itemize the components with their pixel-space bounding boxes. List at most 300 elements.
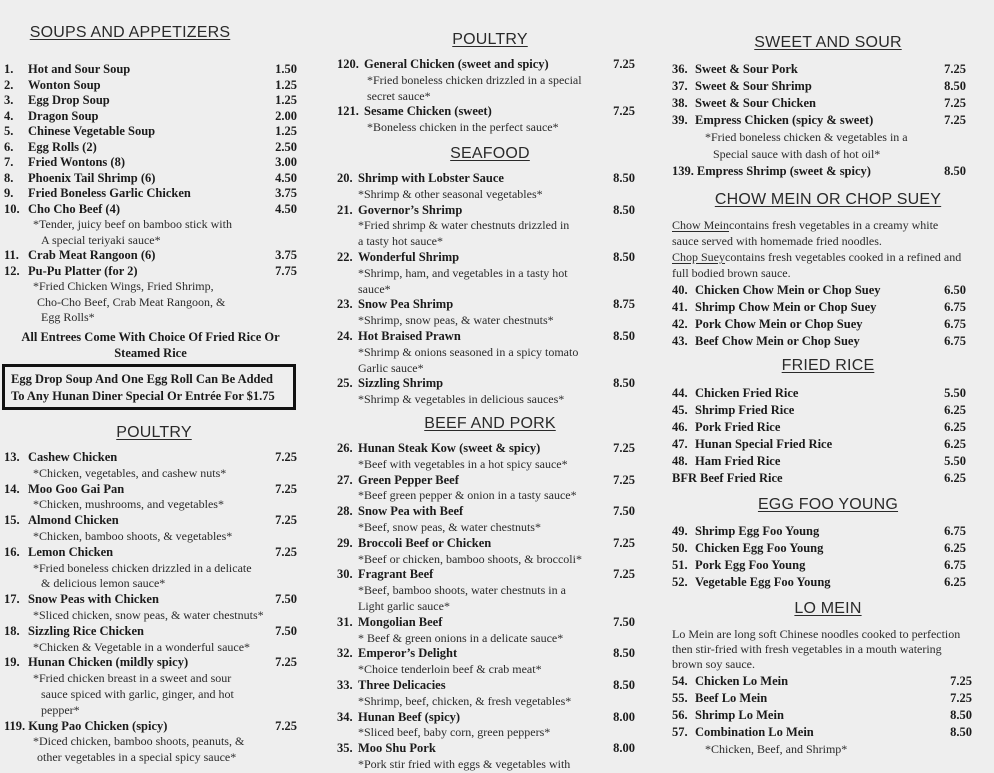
item-price: 8.00 xyxy=(613,709,635,724)
item-description: *Shrimp & onions seasoned in a spicy tomato xyxy=(358,344,579,359)
item-name: Three Delicacies xyxy=(358,677,446,692)
item-name: Chicken Fried Rice xyxy=(695,386,799,400)
item-name: Chicken Lo Mein xyxy=(695,674,789,688)
item-name: Wonton Soup xyxy=(28,77,101,92)
item-name: Snow Peas with Chicken xyxy=(28,592,159,607)
item-price: 7.50 xyxy=(613,504,635,519)
menu-item[interactable] xyxy=(337,104,635,120)
menu-item[interactable] xyxy=(337,741,635,757)
menu-item[interactable] xyxy=(337,376,635,392)
item-price: 7.50 xyxy=(275,592,297,607)
item-number: 56. xyxy=(672,708,688,722)
item-price: 8.50 xyxy=(613,202,635,217)
intro-lead: Chop Suey xyxy=(672,250,726,264)
menu-item[interactable] xyxy=(337,329,635,345)
item-number: 57. xyxy=(672,725,688,739)
item-number: 34. xyxy=(337,709,353,724)
item-price: 7.25 xyxy=(944,113,966,127)
item-number: 16. xyxy=(4,544,20,559)
offer-line: To Any Hunan Diner Special Or Entrée For $1.75 xyxy=(11,389,275,403)
section-title-friedrice: FRIED RICE xyxy=(781,357,875,374)
menu-item[interactable] xyxy=(4,171,297,187)
menu-item[interactable] xyxy=(4,155,297,171)
item-price: 6.75 xyxy=(944,334,966,348)
item-price: 7.25 xyxy=(613,57,635,71)
item-name: Sizzling Shrimp xyxy=(358,376,444,391)
item-number: 37. xyxy=(672,79,688,93)
item-price: 3.75 xyxy=(275,186,297,200)
item-number: 35. xyxy=(337,741,353,756)
item-name: Emperor’s Delight xyxy=(358,646,458,661)
item-price: 7.25 xyxy=(275,655,297,670)
item-number: 44. xyxy=(672,386,688,400)
item-number: 21. xyxy=(337,202,353,217)
item-price: 7.50 xyxy=(613,614,635,629)
item-description: *Shrimp & other seasonal vegetables* xyxy=(358,186,543,201)
menu-item[interactable] xyxy=(4,513,297,529)
item-number: 20. xyxy=(337,171,353,185)
item-price: 7.75 xyxy=(275,263,297,278)
item-price: 7.25 xyxy=(613,535,635,550)
item-name: Lemon Chicken xyxy=(28,544,114,559)
item-price: 7.25 xyxy=(613,104,635,119)
item-number: 30. xyxy=(337,567,353,582)
menu-item[interactable] xyxy=(4,264,297,280)
item-number: 8. xyxy=(4,170,14,185)
item-name: Shrimp Fried Rice xyxy=(695,403,795,417)
item-price: 8.50 xyxy=(944,164,966,178)
item-description: Cho-Cho Beef, Crab Meat Rangoon, & xyxy=(37,294,226,309)
item-price: 2.50 xyxy=(275,139,297,154)
item-description: a tasty hot sauce* xyxy=(358,234,443,249)
item-number: 13. xyxy=(4,450,20,464)
item-description: *Beef or chicken, bamboo shoots, & broccoli* xyxy=(358,551,582,566)
item-price: 6.50 xyxy=(944,283,966,297)
item-name: Hot and Sour Soup xyxy=(28,62,131,76)
menu-item[interactable] xyxy=(337,710,635,726)
item-price: 7.25 xyxy=(944,62,966,76)
item-number: 39. xyxy=(672,113,688,127)
item-description: Light garlic sauce* xyxy=(358,598,450,613)
item-number: 121. xyxy=(337,104,359,119)
item-description: *Shrimp & vegetables in delicious sauces* xyxy=(358,392,565,407)
item-price: 8.50 xyxy=(613,677,635,692)
item-name: Crab Meat Rangoon (6) xyxy=(28,248,156,262)
item-price: 3.75 xyxy=(275,248,297,262)
menu-item[interactable] xyxy=(4,624,297,640)
item-name: Pork Fried Rice xyxy=(695,420,781,434)
menu-list-eggfoo xyxy=(672,523,966,591)
intro-text: then stir-fried with fresh vegetables in a mouth watering xyxy=(672,642,942,656)
item-description: *Fried boneless chicken & vegetables in a xyxy=(705,130,908,144)
menu-item[interactable] xyxy=(4,109,297,125)
item-description: & delicious lemon sauce* xyxy=(41,576,166,591)
menu-item[interactable] xyxy=(4,93,297,109)
item-number: 23. xyxy=(337,297,353,312)
item-price: 8.50 xyxy=(613,376,635,391)
item-price: 1.25 xyxy=(275,124,297,138)
item-number: 9. xyxy=(4,186,14,200)
item-price: 8.50 xyxy=(613,646,635,661)
item-name: Wonderful Shrimp xyxy=(358,249,460,264)
item-name: Mongolian Beef xyxy=(358,614,443,629)
item-name: Shrimp Egg Foo Young xyxy=(695,524,820,538)
section-intro-line xyxy=(672,642,942,657)
item-name: Broccoli Beef or Chicken xyxy=(358,535,492,550)
menu-item[interactable] xyxy=(672,724,972,741)
item-number: 3. xyxy=(4,93,14,107)
item-name: Beef Fried Rice xyxy=(700,471,783,485)
menu-item[interactable] xyxy=(337,536,635,552)
section-intro-line xyxy=(672,234,882,249)
menu-list-poultry2 xyxy=(337,57,635,136)
menu-item[interactable] xyxy=(672,163,966,180)
item-price: 1.50 xyxy=(275,62,297,76)
menu-item[interactable] xyxy=(337,297,635,313)
menu-item[interactable] xyxy=(4,124,297,140)
item-description: *Sliced chicken, snow peas, & water chestnuts* xyxy=(33,607,264,622)
section-intro-line xyxy=(672,250,961,265)
intro-text: contains fresh vegetables cooked in a refined and xyxy=(725,250,962,264)
menu-list-friedrice xyxy=(672,385,966,487)
item-number: 43. xyxy=(672,334,688,348)
menu-item[interactable] xyxy=(4,202,297,218)
item-number: 52. xyxy=(672,575,688,589)
item-name: Cho Cho Beef (4) xyxy=(28,201,121,216)
section-title-eggfoo: EGG FOO YOUNG xyxy=(757,496,899,513)
item-price: 6.75 xyxy=(944,300,966,314)
item-name: Sweet & Sour Chicken xyxy=(695,96,816,110)
item-name: Moo Goo Gai Pan xyxy=(28,481,125,496)
menu-item[interactable] xyxy=(672,385,966,402)
menu-item[interactable] xyxy=(337,203,635,219)
section-intro-line xyxy=(672,218,938,233)
menu-item[interactable] xyxy=(672,690,972,707)
item-number: 36. xyxy=(672,62,688,76)
item-name: Sweet & Sour Shrimp xyxy=(695,79,812,93)
menu-list-lomein xyxy=(672,673,972,758)
item-number: 24. xyxy=(337,328,353,343)
item-name: Moo Shu Pork xyxy=(358,741,436,756)
section-title-sweetsour: SWEET AND SOUR xyxy=(754,34,902,51)
item-number: 4. xyxy=(4,108,14,123)
menu-list-soups xyxy=(4,62,297,326)
item-number: 11. xyxy=(4,248,19,262)
item-number: 5. xyxy=(4,124,14,138)
item-number: 12. xyxy=(4,263,20,278)
item-price: 7.25 xyxy=(613,567,635,582)
item-price: 8.50 xyxy=(950,708,972,722)
item-number: 19. xyxy=(4,655,20,670)
menu-list-sweetsour xyxy=(672,61,966,180)
rice-note: Steamed Rice xyxy=(114,346,187,360)
item-name: Hunan Steak Kow (sweet & spicy) xyxy=(358,441,541,455)
intro-text: Lo Mein are long soft Chinese noodles cooked to perfection xyxy=(672,627,961,641)
item-price: 7.25 xyxy=(275,513,297,528)
item-name: Ham Fried Rice xyxy=(695,454,781,468)
item-description: *Tender, juicy beef on bamboo stick with xyxy=(33,217,232,231)
item-description: *Chicken, bamboo shoots, & vegetables* xyxy=(33,528,233,543)
menu-item[interactable] xyxy=(672,333,966,350)
item-number: 1. xyxy=(4,62,14,76)
item-description: A special teriyaki sauce* xyxy=(41,232,161,247)
menu-item[interactable] xyxy=(672,436,966,453)
menu-item[interactable] xyxy=(4,655,297,671)
menu-item[interactable] xyxy=(337,473,635,489)
item-name: Combination Lo Mein xyxy=(695,725,814,739)
item-name: Empress Shrimp (sweet & spicy) xyxy=(696,164,871,178)
item-name: Chinese Vegetable Soup xyxy=(28,124,156,138)
menu-item[interactable] xyxy=(672,470,966,487)
menu-item[interactable] xyxy=(4,545,297,561)
offer-line: Egg Drop Soup And One Egg Roll Can Be Added xyxy=(11,372,273,386)
item-name: Pu-Pu Platter (for 2) xyxy=(28,263,138,278)
item-number: 139. xyxy=(672,164,694,178)
menu-item[interactable] xyxy=(672,282,966,299)
item-number: 25. xyxy=(337,376,353,391)
item-number: 40. xyxy=(672,283,688,297)
item-number: 10. xyxy=(4,201,20,216)
item-description: *Beef with vegetables in a hot spicy sauce* xyxy=(358,456,568,471)
item-description: secret sauce* xyxy=(367,88,431,103)
item-price: 8.50 xyxy=(613,249,635,264)
item-number: 120. xyxy=(337,57,359,71)
item-description: *Fried boneless chicken drizzled in a delicate xyxy=(33,560,252,575)
item-number: 46. xyxy=(672,420,688,434)
item-number: 2. xyxy=(4,77,14,92)
item-price: 5.50 xyxy=(944,386,966,400)
menu-item[interactable] xyxy=(4,482,297,498)
item-number: 22. xyxy=(337,249,353,264)
section-title-beef: BEEF AND PORK xyxy=(424,415,556,432)
item-name: Sweet & Sour Pork xyxy=(695,62,798,76)
item-number: 14. xyxy=(4,481,20,496)
item-description: *Beef, bamboo shoots, water chestnuts in a xyxy=(358,583,566,598)
section-title-poultry2: POULTRY xyxy=(452,31,528,48)
menu-item[interactable] xyxy=(337,567,635,583)
intro-text: full bodied brown sauce. xyxy=(672,266,791,280)
item-description: Egg Rolls* xyxy=(41,310,95,324)
item-price: 8.50 xyxy=(613,328,635,343)
item-price: 7.25 xyxy=(275,544,297,559)
menu-item[interactable] xyxy=(4,592,297,608)
item-price: 6.25 xyxy=(944,541,966,555)
item-number: 47. xyxy=(672,437,688,451)
menu-item[interactable] xyxy=(337,646,635,662)
item-name: Snow Pea Shrimp xyxy=(358,297,454,312)
menu-item[interactable] xyxy=(337,171,635,187)
menu-item[interactable] xyxy=(672,402,966,419)
menu-item[interactable] xyxy=(672,61,966,78)
item-price: 7.25 xyxy=(950,691,972,705)
menu-item[interactable] xyxy=(672,95,966,112)
item-description: Garlic sauce* xyxy=(358,360,424,375)
item-number: 48. xyxy=(672,454,688,468)
section-intro-line xyxy=(672,657,755,672)
item-number: 51. xyxy=(672,558,688,572)
item-name: Sesame Chicken (sweet) xyxy=(364,104,492,119)
item-price: 7.25 xyxy=(275,718,297,733)
item-number: 42. xyxy=(672,317,688,331)
item-description: *Beef, snow peas, & water chestnuts* xyxy=(358,519,541,534)
item-name: Fried Boneless Garlic Chicken xyxy=(28,186,191,200)
item-number: 27. xyxy=(337,472,353,487)
menu-item[interactable] xyxy=(672,574,966,591)
item-name: Kung Pao Chicken (spicy) xyxy=(28,718,168,733)
section-title-soups: SOUPS AND APPETIZERS xyxy=(29,24,231,41)
item-number: 17. xyxy=(4,592,20,607)
item-name: Shrimp with Lobster Sauce xyxy=(358,171,504,185)
item-number: 38. xyxy=(672,96,688,110)
item-name: Empress Chicken (spicy & sweet) xyxy=(695,113,874,127)
item-price: 7.25 xyxy=(944,96,966,110)
item-name: Chicken Chow Mein or Chop Suey xyxy=(695,283,881,297)
item-description: *Shrimp, beef, chicken, & fresh vegetables* xyxy=(358,693,572,708)
menu-item[interactable] xyxy=(4,78,297,94)
item-name: Beef Lo Mein xyxy=(695,691,768,705)
section-intro-line xyxy=(672,627,960,642)
item-price: 5.50 xyxy=(944,454,966,468)
section-intro-line xyxy=(672,266,791,281)
item-price: 8.50 xyxy=(950,725,972,739)
menu-item[interactable] xyxy=(4,719,297,735)
menu-list-chowmein xyxy=(672,282,966,350)
item-name: Hot Braised Prawn xyxy=(358,328,461,343)
item-description: *Diced chicken, bamboo shoots, peanuts, & xyxy=(33,734,245,749)
menu-item[interactable] xyxy=(672,316,966,333)
item-price: 7.25 xyxy=(613,441,635,455)
menu-item[interactable] xyxy=(4,186,297,202)
item-price: 6.75 xyxy=(944,524,966,538)
item-description: Special sauce with dash of hot oil* xyxy=(713,147,881,161)
item-description: *Boneless chicken in the perfect sauce* xyxy=(367,120,559,135)
item-name: General Chicken (sweet and spicy) xyxy=(364,57,549,71)
item-name: Phoenix Tail Shrimp (6) xyxy=(28,170,156,185)
item-number: 28. xyxy=(337,504,353,519)
menu-list-seafood xyxy=(337,171,635,408)
menu-item[interactable] xyxy=(672,523,966,540)
item-number: 32. xyxy=(337,646,353,661)
item-description: *Shrimp, ham, and vegetables in a tasty hot xyxy=(358,265,568,280)
item-price: 8.75 xyxy=(613,297,635,312)
item-description: *Fried Chicken Wings, Fried Shrimp, xyxy=(33,279,214,293)
item-description: *Shrimp, snow peas, & water chestnuts* xyxy=(358,313,554,328)
menu-list-beef xyxy=(337,441,635,773)
menu-item[interactable] xyxy=(337,57,635,73)
item-price: 7.25 xyxy=(613,472,635,487)
item-name: Egg Drop Soup xyxy=(28,93,110,107)
egg-drop-offer-box xyxy=(2,364,296,410)
menu-item[interactable] xyxy=(672,707,972,724)
item-price: 6.25 xyxy=(944,420,966,434)
item-description: *Sliced beef, baby corn, green peppers* xyxy=(358,725,551,740)
menu-item[interactable] xyxy=(4,140,297,156)
menu-item[interactable] xyxy=(672,557,966,574)
item-description: *Chicken & Vegetable in a wonderful sauce* xyxy=(33,639,251,654)
item-description: *Fried boneless chicken drizzled in a special xyxy=(367,72,582,87)
item-number: 6. xyxy=(4,139,14,154)
menu-item[interactable] xyxy=(337,615,635,631)
section-title-seafood: SEAFOOD xyxy=(450,145,530,162)
item-price: 6.75 xyxy=(944,317,966,331)
item-name: Sizzling Rice Chicken xyxy=(28,623,144,638)
item-name: Fried Wontons (8) xyxy=(28,155,125,169)
menu-item[interactable] xyxy=(337,504,635,520)
item-price: 6.25 xyxy=(944,403,966,417)
item-name: Hunan Chicken (mildly spicy) xyxy=(28,655,189,670)
item-price: 7.25 xyxy=(275,450,297,464)
item-number: 33. xyxy=(337,677,353,692)
item-description: *Fried chicken breast in a sweet and sour xyxy=(33,671,232,686)
item-price: 1.25 xyxy=(275,93,297,107)
item-number: 45. xyxy=(672,403,688,417)
menu-item[interactable] xyxy=(337,441,635,457)
item-description: *Chicken, vegetables, and cashew nuts* xyxy=(33,465,227,480)
item-price: 8.50 xyxy=(944,79,966,93)
item-price: 6.25 xyxy=(944,575,966,589)
item-number: 119. xyxy=(4,718,26,733)
item-name: Almond Chicken xyxy=(28,513,119,528)
item-name: Governor’s Shrimp xyxy=(358,202,463,217)
item-name: Green Pepper Beef xyxy=(358,472,459,487)
item-price: 1.25 xyxy=(275,77,297,92)
menu-item[interactable] xyxy=(672,419,966,436)
menu-list-poultry1 xyxy=(4,450,297,766)
menu-item[interactable] xyxy=(672,540,966,557)
item-number: 15. xyxy=(4,513,20,528)
menu-item[interactable] xyxy=(4,62,297,78)
item-price: 4.50 xyxy=(275,170,297,185)
menu-item[interactable] xyxy=(337,250,635,266)
item-number: 26. xyxy=(337,441,353,455)
menu-item[interactable] xyxy=(4,450,297,466)
item-number: 55. xyxy=(672,691,688,705)
item-description: other vegetables in a special spicy sauce* xyxy=(37,750,237,765)
item-number: BFR xyxy=(672,471,697,485)
item-price: 7.25 xyxy=(275,481,297,496)
menu-item[interactable] xyxy=(672,453,966,470)
item-price: 7.25 xyxy=(950,674,972,688)
item-name: Hunan Beef (spicy) xyxy=(358,709,461,724)
item-name: Cashew Chicken xyxy=(28,450,118,464)
item-price: 6.75 xyxy=(944,558,966,572)
menu-item[interactable] xyxy=(672,112,966,129)
item-description: *Chicken, mushrooms, and vegetables* xyxy=(33,497,224,512)
item-name: Shrimp Lo Mein xyxy=(695,708,784,722)
item-description: *Fried shrimp & water chestnuts drizzled in xyxy=(358,218,570,233)
item-number: 54. xyxy=(672,674,688,688)
item-name: Beef Chow Mein or Chop Suey xyxy=(695,334,860,348)
item-name: Snow Pea with Beef xyxy=(358,504,464,519)
intro-lead: Chow Mein xyxy=(672,218,729,232)
item-number: 31. xyxy=(337,614,353,629)
intro-text: brown soy sauce. xyxy=(672,657,755,671)
menu-item[interactable] xyxy=(4,248,297,264)
menu-item[interactable] xyxy=(672,673,972,690)
menu-item[interactable] xyxy=(672,78,966,95)
item-number: 18. xyxy=(4,623,20,638)
section-title-poultry1: POULTRY xyxy=(116,424,192,441)
item-price: 6.25 xyxy=(944,437,966,451)
menu-item[interactable] xyxy=(337,678,635,694)
item-description: sauce spiced with garlic, ginger, and hot xyxy=(41,686,234,701)
section-title-chowmein: CHOW MEIN OR CHOP SUEY xyxy=(714,191,942,208)
item-number: 29. xyxy=(337,535,353,550)
section-title-lomein: LO MEIN xyxy=(794,600,862,617)
intro-text: contains fresh vegetables in a creamy white xyxy=(729,218,939,232)
menu-item[interactable] xyxy=(672,299,966,316)
item-description: *Chicken, Beef, and Shrimp* xyxy=(705,742,848,756)
